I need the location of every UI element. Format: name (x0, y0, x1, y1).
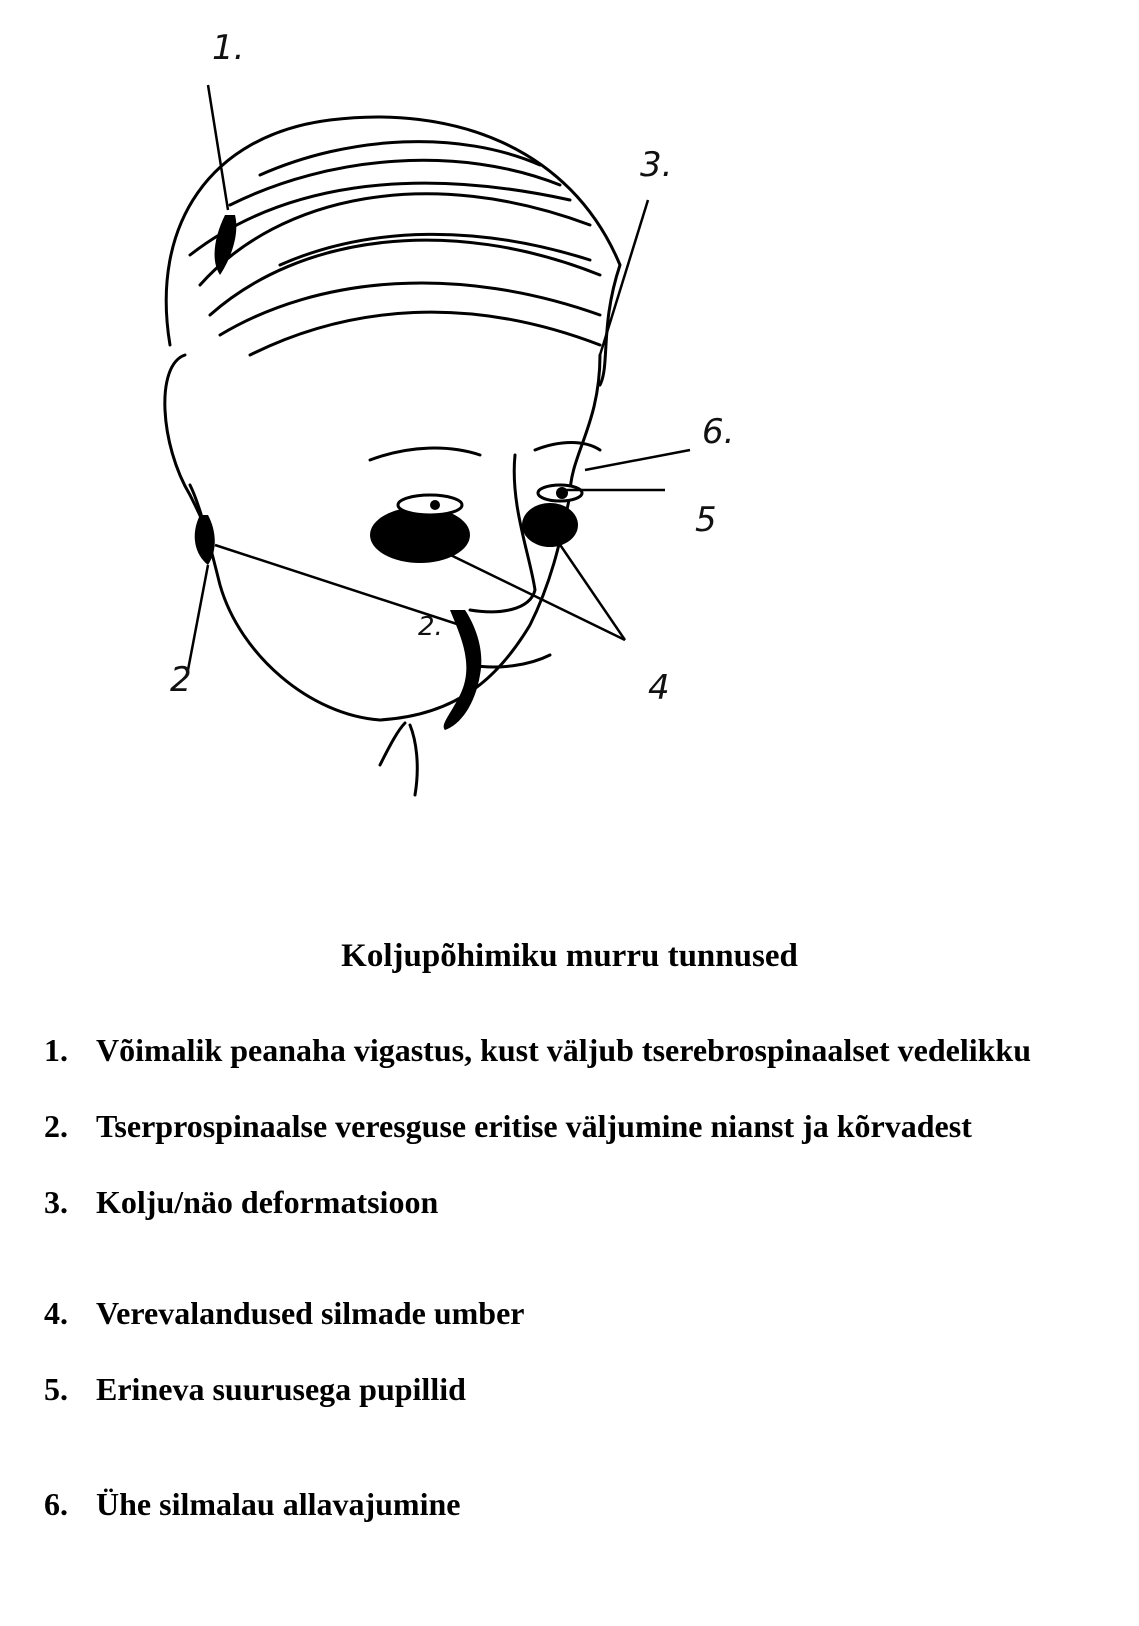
list-item-text: Verevalandused silmade umber (96, 1295, 525, 1331)
callout-4: 4 (648, 668, 670, 708)
list-item-number: 5. (44, 1371, 68, 1407)
right-eye-bruise (522, 503, 578, 547)
list-item-number: 6. (44, 1486, 68, 1522)
list-item-text: Erineva suurusega pupillid (96, 1371, 466, 1407)
list-item (44, 1032, 1031, 1069)
callout-3: 3. (640, 145, 673, 185)
callout-6: 6. (702, 412, 735, 452)
callout-5: 5 (695, 500, 717, 540)
list-item-number: 4. (44, 1295, 68, 1331)
list-item (44, 1184, 438, 1221)
list-item (44, 1486, 460, 1523)
callout-2-ear: 2 (170, 660, 192, 700)
list-item-text: Võimalik peanaha vigastus, kust väljub tserebrospinaalset vedelikku (96, 1032, 1031, 1068)
figure-caption: Koljupõhimiku murru tunnused (341, 938, 798, 974)
list-item (44, 1108, 972, 1145)
leader-line-6 (585, 450, 690, 470)
list-item-number: 1. (44, 1032, 68, 1068)
ear-blood (195, 515, 215, 565)
leader-line-3 (600, 200, 648, 355)
list-item-text: Ühe silmalau allavajumine (96, 1486, 461, 1522)
list-item-text: Kolju/näo deformatsioon (96, 1184, 439, 1220)
callout-1: 1. (212, 28, 245, 68)
list-item-number: 2. (44, 1108, 68, 1144)
hair-outline (166, 117, 620, 385)
callout-2-nose: 2. (418, 612, 443, 642)
list-item (44, 1295, 524, 1332)
list-item-text: Tserprospinaalse veresguse eritise väljumine nianst ja kõrvadest (96, 1108, 972, 1144)
scalp-wound (215, 215, 237, 275)
list-item (44, 1371, 466, 1408)
leader-line-4b (550, 530, 625, 640)
nose-blood (444, 610, 482, 730)
list-item-number: 3. (44, 1184, 68, 1220)
leader-line-1 (208, 85, 228, 210)
leader-line-2b (188, 565, 208, 670)
head-illustration (130, 25, 830, 905)
